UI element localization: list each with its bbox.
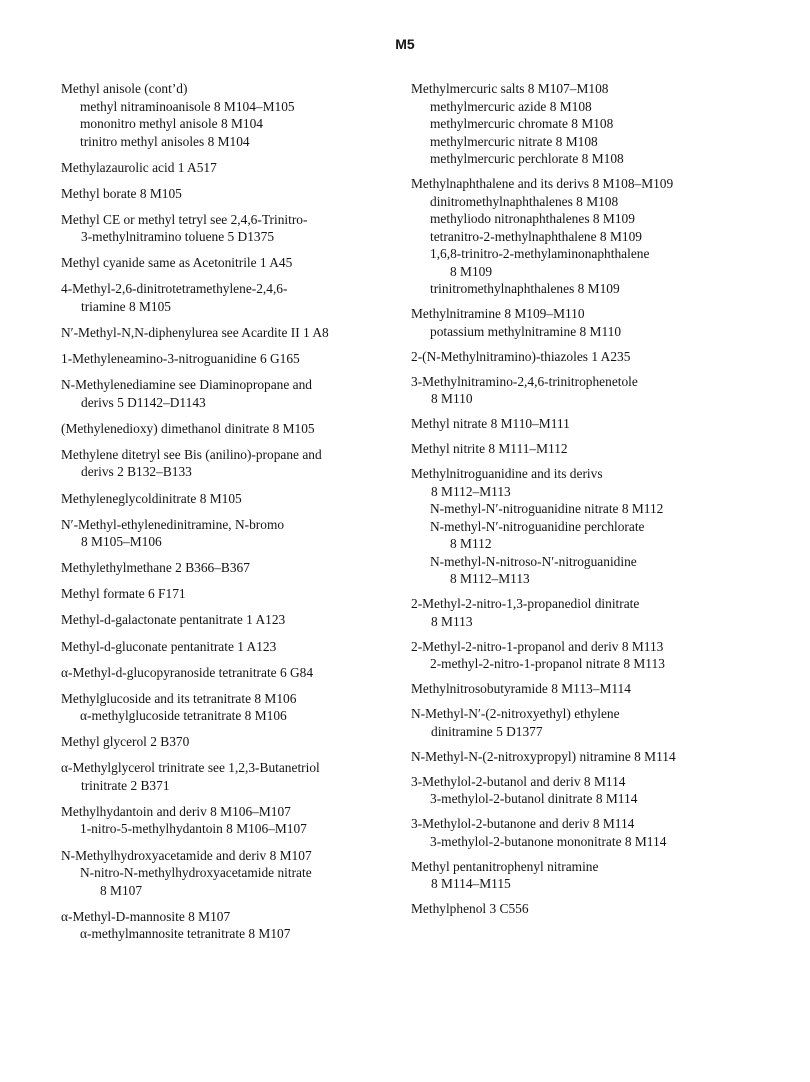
index-entry: [61, 847, 409, 900]
sub-entry-text: methylmercuric nitrate 8 M108: [430, 133, 598, 149]
index-entry: [411, 305, 797, 340]
entry-heading: 2-Methyl-2-nitro-1,3-propanediol dinitrate: [411, 596, 640, 611]
sub-entry-text: methylmercuric azide 8 M108: [430, 98, 592, 114]
page-header: M5: [395, 36, 415, 52]
sub-entry-text: 1,6,8-trinitro-2-methylaminonaphthalene: [430, 246, 650, 261]
sub-entry-text: α-methylglucoside tetranitrate 8 M106: [80, 708, 287, 724]
entry-heading: Methylethylmethane 2 B366–B367: [61, 560, 250, 576]
index-entry: [411, 680, 797, 698]
entry-heading: Methyl nitrate 8 M110–M111: [411, 416, 570, 431]
index-entry: [411, 815, 797, 850]
entry-heading: 1-Methyleneamino-3-nitroguanidine 6 G165: [61, 351, 300, 367]
index-entry: [61, 254, 409, 272]
sub-entry: [61, 98, 409, 116]
entry-heading: Methylazaurolic acid 1 A517: [61, 159, 217, 175]
sub-entry-text: 2-methyl-2-nitro-1-propanol nitrate 8 M113: [430, 656, 665, 671]
entry-heading: Methyl formate 6 F171: [61, 586, 186, 602]
sub-entry: [61, 925, 409, 943]
index-entry: [61, 611, 409, 629]
sub-entry: [411, 553, 797, 588]
sub-entry-text: N-nitro-N-methylhydroxyacetamide nitrate: [80, 865, 312, 881]
sub-entry: [411, 518, 797, 553]
entry-heading: N′-Methyl-N,N-diphenylurea see Acardite II 1 A8: [61, 325, 329, 341]
sub-entry-text: N-methyl-N-nitroso-N′-nitroguanidine: [430, 553, 637, 569]
entry-heading: Methylnitramine 8 M109–M110: [411, 306, 585, 321]
entry-heading-continuation: 8 M114–M115: [431, 876, 511, 891]
sub-entry: [411, 833, 797, 851]
entry-heading: Methyl-d-gluconate pentanitrate 1 A123: [61, 638, 277, 654]
index-entry: [61, 280, 409, 315]
entry-heading: 3-Methylnitramino-2,4,6-trinitrophenetole: [411, 373, 638, 389]
entry-heading-continuation: 8 M105–M106: [81, 534, 162, 550]
entry-heading: Methyl-d-galactonate pentanitrate 1 A123: [61, 612, 286, 628]
index-entry: [61, 638, 409, 656]
sub-entry: [411, 655, 797, 673]
sub-entry: [61, 707, 409, 725]
entry-heading: N-Methylhydroxyacetamide and deriv 8 M107: [61, 847, 312, 863]
entry-heading: Methylnaphthalene and its derivs 8 M108–M109: [411, 176, 674, 191]
entry-heading: 3-Methylol-2-butanone and deriv 8 M114: [411, 816, 635, 831]
index-entry: [411, 373, 797, 408]
entry-heading: Methyl pentanitrophenyl nitramine: [411, 858, 599, 874]
entry-heading: Methylhydantoin and deriv 8 M106–M107: [61, 803, 291, 819]
entry-heading: 2-Methyl-2-nitro-1-propanol and deriv 8 M113: [411, 638, 664, 654]
entry-heading: Methylnitroguanidine and its derivs: [411, 466, 603, 481]
entry-heading: Methyl nitrite 8 M111–M112: [411, 441, 568, 456]
sub-entry: [61, 864, 409, 899]
index-entry: [411, 80, 797, 168]
entry-heading: N-Methyl-N′-(2-nitroxyethyl) ethylene: [411, 706, 620, 721]
index-entry: [61, 376, 409, 411]
entry-heading: Methylphenol 3 C556: [411, 901, 529, 916]
index-entry: [411, 900, 797, 918]
entry-heading-continuation: 8 M112–M113: [431, 483, 511, 499]
sub-entry-text: N-methyl-N′-nitroguanidine perchlorate: [430, 518, 645, 534]
entry-heading: Methyl borate 8 M105: [61, 185, 182, 201]
entry-heading: Methyl CE or methyl tetryl see 2,4,6-Trinitro-: [61, 211, 308, 227]
sub-entry-text: N-methyl-N′-nitroguanidine nitrate 8 M112: [430, 501, 664, 516]
sub-entry-continuation: 8 M107: [100, 882, 143, 898]
sub-entry-text: methylmercuric perchlorate 8 M108: [430, 151, 624, 166]
entry-heading: α-Methylglycerol trinitrate see 1,2,3-Butanetriol: [61, 760, 320, 776]
index-entry: [61, 759, 409, 794]
sub-entry: [411, 228, 797, 246]
sub-entry: [61, 820, 409, 838]
index-entry: [61, 908, 409, 943]
sub-entry-text: α-methylmannosite tetranitrate 8 M107: [80, 926, 291, 942]
sub-entry-text: methyliodo nitronaphthalenes 8 M109: [430, 211, 635, 226]
index-entry: [61, 516, 409, 551]
sub-entry: [411, 323, 797, 341]
sub-entry-text: potassium methylnitramine 8 M110: [430, 323, 622, 339]
entry-heading-continuation: 8 M110: [431, 391, 473, 406]
index-entry: [411, 440, 797, 458]
entry-heading-continuation: 8 M113: [431, 613, 473, 629]
entry-heading: α-Methyl-d-glucopyranoside tetranitrate 6 G84: [61, 664, 314, 680]
entry-heading-continuation: derivs 5 D1142–D1143: [81, 394, 206, 410]
sub-entry: [411, 280, 797, 298]
sub-entry-continuation: 8 M109: [450, 263, 493, 279]
entry-heading: 2-(N-Methylnitramino)-thiazoles 1 A235: [411, 348, 631, 364]
sub-entry-text: mononitro methyl anisole 8 M104: [80, 116, 263, 131]
sub-entry: [411, 193, 797, 211]
sub-entry-text: 1-nitro-5-methylhydantoin 8 M106–M107: [80, 821, 307, 837]
index-entry: [61, 559, 409, 577]
index-entry: [61, 803, 409, 838]
index-entry: [61, 446, 409, 481]
sub-entry-continuation: 8 M112: [450, 536, 492, 551]
entry-heading-continuation: triamine 8 M105: [81, 298, 172, 314]
entry-heading: Methyl anisole (cont’d): [61, 81, 188, 96]
index-entry: [61, 185, 409, 203]
sub-entry-text: trinitromethylnaphthalenes 8 M109: [430, 281, 620, 296]
sub-entry-text: 3-methylol-2-butanone mononitrate 8 M114: [430, 833, 667, 849]
entry-heading: 3-Methylol-2-butanol and deriv 8 M114: [411, 773, 626, 789]
index-entry: [411, 595, 797, 630]
index-entry: [61, 664, 409, 682]
sub-entry: [411, 790, 797, 808]
index-entry: [61, 690, 409, 725]
index-entry: [61, 324, 409, 342]
entry-heading: Methyleneglycoldinitrate 8 M105: [61, 490, 242, 506]
entry-heading-continuation: derivs 2 B132–B133: [81, 464, 192, 480]
sub-entry: [411, 150, 797, 168]
index-entry: [411, 348, 797, 366]
index-entry: [61, 159, 409, 177]
index-entry: [411, 175, 797, 298]
index-entry: [411, 773, 797, 808]
entry-heading-continuation: trinitrate 2 B371: [81, 777, 170, 793]
index-entry: [61, 490, 409, 508]
index-column-left: [61, 80, 409, 951]
index-entry: [61, 420, 409, 438]
index-entry: [411, 415, 797, 433]
index-entry: [411, 705, 797, 740]
sub-entry: [411, 500, 797, 518]
sub-entry: [61, 133, 409, 151]
sub-entry: [411, 98, 797, 116]
sub-entry-text: tetranitro-2-methylnaphthalene 8 M109: [430, 228, 642, 244]
index-column-right: [411, 80, 797, 925]
sub-entry-text: dinitromethylnaphthalenes 8 M108: [430, 193, 619, 209]
sub-entry: [411, 245, 797, 280]
entry-heading: N-Methylenediamine see Diaminopropane and: [61, 377, 312, 393]
index-entry: [61, 585, 409, 603]
sub-entry-text: methylmercuric chromate 8 M108: [430, 116, 614, 131]
sub-entry-text: 3-methylol-2-butanol dinitrate 8 M114: [430, 791, 638, 806]
index-entry: [411, 638, 797, 673]
entry-heading: Methylene ditetryl see Bis (anilino)-propane and: [61, 446, 322, 462]
entry-heading: α-Methyl-D-mannosite 8 M107: [61, 908, 231, 924]
index-entry: [411, 858, 797, 893]
sub-entry-text: methyl nitraminoanisole 8 M104–M105: [80, 98, 295, 114]
sub-entry: [61, 115, 409, 133]
entry-heading: Methylmercuric salts 8 M107–M108: [411, 81, 609, 96]
entry-heading: Methylglucoside and its tetranitrate 8 M106: [61, 690, 297, 706]
sub-entry: [411, 115, 797, 133]
entry-heading: Methyl cyanide same as Acetonitrile 1 A45: [61, 255, 293, 271]
sub-entry: [411, 210, 797, 228]
sub-entry-continuation: 8 M112–M113: [450, 571, 530, 586]
entry-heading: Methyl glycerol 2 B370: [61, 734, 190, 750]
entry-heading: N-Methyl-N-(2-nitroxypropyl) nitramine 8 M114: [411, 748, 676, 764]
index-entry: [411, 465, 797, 588]
index-entry: [61, 733, 409, 751]
entry-heading: Methylnitrosobutyramide 8 M113–M114: [411, 681, 631, 696]
entry-heading-continuation: 3-methylnitramino toluene 5 D1375: [81, 229, 275, 245]
sub-entry: [411, 133, 797, 151]
index-entry: [61, 211, 409, 246]
entry-heading: (Methylenedioxy) dimethanol dinitrate 8 M105: [61, 420, 315, 436]
entry-heading-continuation: dinitramine 5 D1377: [431, 723, 543, 739]
entry-heading: N′-Methyl-ethylenedinitramine, N-bromo: [61, 516, 285, 532]
entry-heading: 4-Methyl-2,6-dinitrotetramethylene-2,4,6-: [61, 281, 288, 297]
index-entry: [61, 80, 409, 150]
index-entry: [411, 748, 797, 766]
index-entry: [61, 350, 409, 368]
sub-entry-text: trinitro methyl anisoles 8 M104: [80, 133, 250, 149]
